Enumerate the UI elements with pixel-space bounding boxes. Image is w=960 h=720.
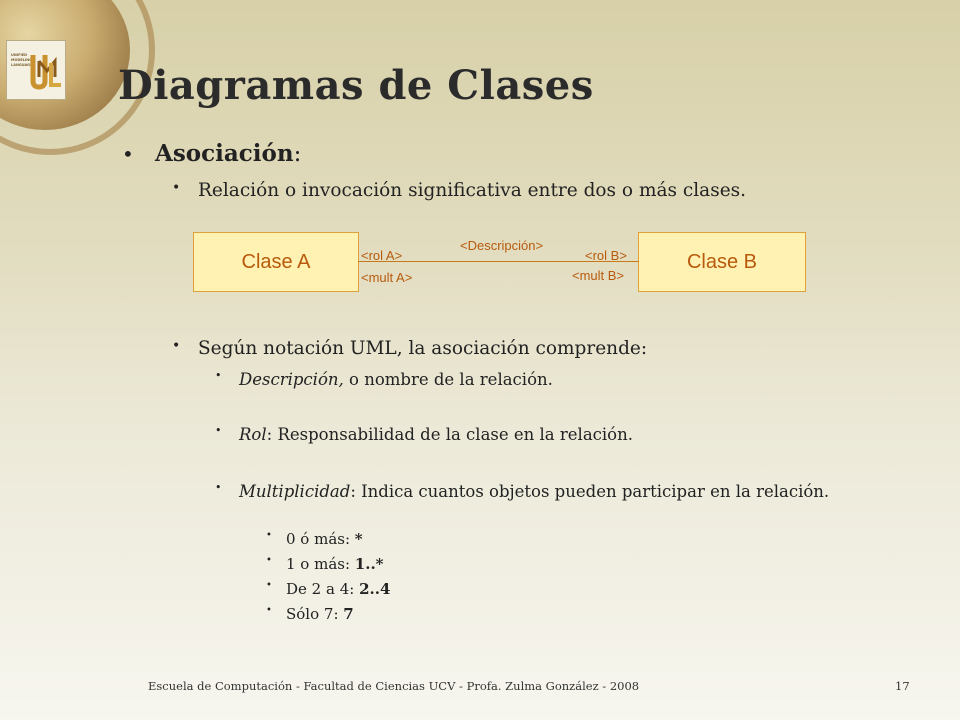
mult-item-label: 1 o más: bbox=[286, 555, 355, 573]
bullet-dot: • bbox=[215, 424, 222, 437]
mult-a-label: <mult A> bbox=[361, 270, 413, 285]
uml-logo-icon bbox=[7, 41, 67, 101]
mult-item-value: * bbox=[354, 530, 363, 548]
logo-text: UNIFIED MODELING LANGUAGE bbox=[11, 53, 33, 67]
bullet-dot: • bbox=[172, 180, 181, 196]
definition-text: Relación o invocación significativa entre dos o más clases. bbox=[198, 180, 747, 201]
asociacion-term: Asociación bbox=[155, 140, 294, 167]
bullet-dot: • bbox=[122, 142, 134, 166]
rol-b-label: <rol B> bbox=[585, 248, 627, 263]
multiplicidad-term: Multiplicidad bbox=[239, 482, 351, 501]
page-number: 17 bbox=[895, 679, 910, 693]
bullet-dot: • bbox=[215, 369, 222, 382]
uml-logo bbox=[6, 40, 66, 100]
mult-b-label: <mult B> bbox=[572, 268, 625, 283]
descripcion-term: Descripción, bbox=[239, 370, 344, 389]
slide-title: Diagramas de Clases bbox=[118, 62, 594, 109]
class-b-box: Clase B bbox=[638, 232, 806, 292]
descripcion-text: o nombre de la relación. bbox=[343, 370, 553, 389]
slide: UNIFIED MODELING LANGUAGE Diagramas de Clases • Asociación: • Relación o invocación significativa entre dos o más clases. Clase A Clase B <rol A> <mult A> <Descripción> <rol B> <mult B> • Según notación UML, la asociación comprende: • Descripción, o nombre de la relación. • Rol: Responsabilidad de la clase en la relación. • Multiplicidad: Indica cuantos objetos pueden participar en la relación. • 0 ó más: * • 1 o más: 1..* • De 2 a 4: 2..4 • Sólo 7: 7 Escuela de Computación - Facultad de Ciencias UCV - Profa. Zulma González - 2008 17 bbox=[0, 0, 960, 720]
rol-term: Rol bbox=[239, 425, 267, 444]
mult-item-label: De 2 a 4: bbox=[286, 580, 360, 598]
mult-item-value: 1..* bbox=[354, 555, 384, 573]
multiplicidad-text: : Indica cuantos objetos pueden participar en la relación. bbox=[350, 482, 830, 501]
bullet-text bbox=[155, 140, 301, 167]
mult-item-value: 7 bbox=[343, 605, 354, 623]
rol-text: : Responsabilidad de la clase en la relación. bbox=[266, 425, 633, 444]
uml-intro-text: Según notación UML, la asociación comprende: bbox=[198, 338, 648, 359]
bullet-dot: • bbox=[172, 338, 181, 354]
asociacion-colon: : bbox=[293, 141, 302, 167]
descripcion-label: <Descripción> bbox=[460, 238, 544, 253]
bullet-dot: • bbox=[215, 481, 222, 494]
footer-text: Escuela de Computación - Facultad de Ciencias UCV - Profa. Zulma González - 2008 bbox=[148, 679, 640, 693]
class-a-box: Clase A bbox=[193, 232, 359, 292]
mult-item-label: 0 ó más: bbox=[286, 530, 355, 548]
rol-a-label: <rol A> bbox=[361, 248, 403, 263]
mult-item-label: Sólo 7: bbox=[286, 605, 344, 623]
mult-item-value: 2..4 bbox=[359, 580, 391, 598]
